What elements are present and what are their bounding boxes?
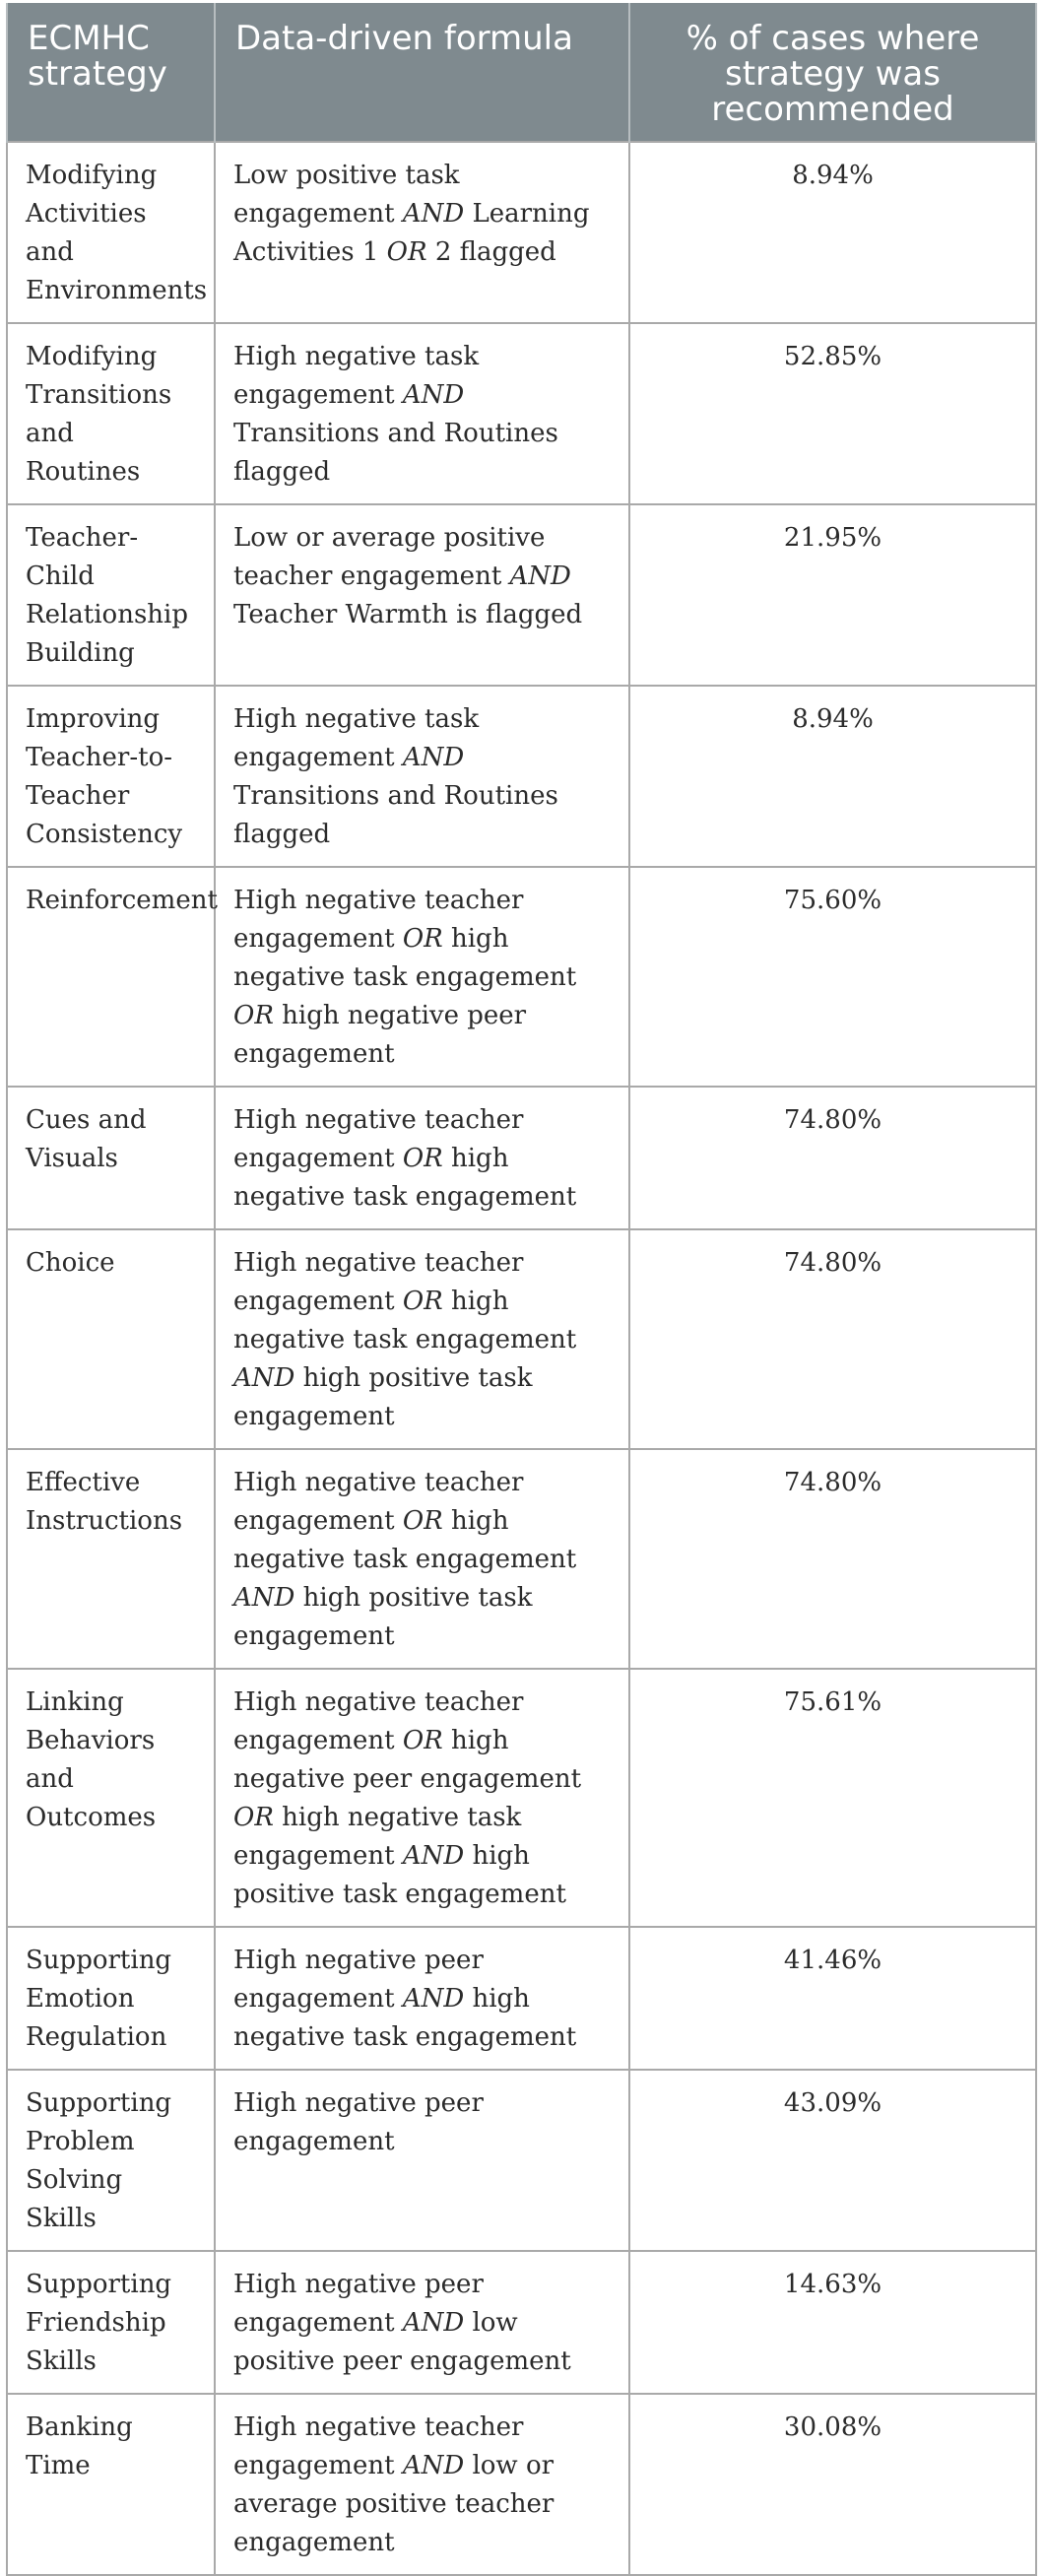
table-row <box>7 867 1036 1087</box>
formula-segment: low or average positive teacher engagement <box>233 2451 555 2557</box>
strategy-cell: Effective Instructions <box>7 1449 215 1669</box>
percent-cell: 52.85% <box>629 323 1036 504</box>
formula-segment: Transitions and Routines flagged <box>233 419 558 487</box>
table-row <box>7 142 1036 323</box>
formula-segment: High negative teacher engagement <box>233 1687 524 1755</box>
formula-text <box>233 523 582 629</box>
header-percent: % of cases where strategy was recommended <box>629 3 1036 142</box>
formula-segment: high negative task engagement <box>233 924 577 992</box>
strategy-cell: Supporting Friendship Skills <box>7 2251 215 2394</box>
formula-operator: AND <box>402 743 465 772</box>
strategy-cell: Banking Time <box>7 2394 215 2575</box>
percent-cell: 8.94% <box>629 142 1036 323</box>
formula-segment: High negative teacher engagement <box>233 1468 524 1536</box>
formula-segment: Learning Activities 1 <box>233 199 590 267</box>
formula-segment: high negative task engagement <box>233 1144 577 1212</box>
percent-cell: 74.80% <box>629 1449 1036 1669</box>
table-row <box>7 323 1036 504</box>
percent-cell: 74.80% <box>629 1087 1036 1229</box>
percent-cell: 14.63% <box>629 2251 1036 2394</box>
formula-segment: high negative task engagement <box>233 1803 522 1871</box>
table-row <box>7 1927 1036 2070</box>
formula-cell <box>215 323 629 504</box>
formula-segment: High negative task engagement <box>233 704 480 772</box>
formula-segment: high negative peer engagement <box>233 1726 582 1794</box>
table-row <box>7 1669 1036 1927</box>
formula-cell <box>215 142 629 323</box>
formula-operator: OR <box>402 1506 443 1536</box>
formula-cell <box>215 1927 629 2070</box>
strategy-cell: Supporting Problem Solving Skills <box>7 2070 215 2251</box>
formula-segment: High negative teacher engagement <box>233 2412 524 2480</box>
formula-operator: OR <box>233 1803 274 1832</box>
formula-text <box>233 342 558 487</box>
formula-operator: OR <box>386 237 427 267</box>
formula-segment: high positive task engagement <box>233 1363 533 1431</box>
percent-cell: 75.61% <box>629 1669 1036 1927</box>
formula-segment: High negative peer engagement <box>233 2088 484 2156</box>
formula-operator: OR <box>402 924 443 954</box>
table-row <box>7 504 1036 686</box>
table-row <box>7 2070 1036 2251</box>
percent-cell: 30.08% <box>629 2394 1036 2575</box>
formula-segment: Low positive task engagement <box>233 161 460 229</box>
table-row <box>7 1449 1036 1669</box>
formula-segment: High negative peer engagement <box>233 2270 484 2338</box>
formula-cell <box>215 2394 629 2575</box>
strategy-cell: Teacher-Child Relationship Building <box>7 504 215 686</box>
strategy-table <box>6 3 1037 2576</box>
strategy-cell: Improving Teacher-to-Teacher Consistency <box>7 686 215 867</box>
percent-cell: 75.60% <box>629 867 1036 1087</box>
formula-segment: High negative task engagement <box>233 342 480 410</box>
formula-segment: Teacher Warmth is flagged <box>233 600 583 629</box>
formula-operator: AND <box>402 199 465 229</box>
formula-operator: AND <box>402 1984 465 2014</box>
formula-segment: high negative task engagement <box>233 1506 577 1574</box>
formula-text <box>233 2088 484 2156</box>
formula-segment: Transitions and Routines flagged <box>233 781 558 849</box>
strategy-cell: Reinforcement <box>7 867 215 1087</box>
header-row <box>7 3 1036 142</box>
table-row <box>7 1087 1036 1229</box>
formula-cell <box>215 1087 629 1229</box>
formula-operator: AND <box>402 2308 465 2338</box>
formula-text <box>233 1248 576 1431</box>
formula-operator: AND <box>233 1583 295 1613</box>
percent-cell: 21.95% <box>629 504 1036 686</box>
header-strategy: ECMHC strategy <box>7 3 215 142</box>
table-row <box>7 1229 1036 1449</box>
percent-cell: 8.94% <box>629 686 1036 867</box>
table-body <box>7 142 1036 2575</box>
formula-text <box>233 1468 576 1651</box>
formula-operator: OR <box>233 1001 274 1030</box>
formula-segment: high positive task engagement <box>233 1583 533 1651</box>
formula-cell <box>215 867 629 1087</box>
formula-segment: high negative task engagement <box>233 1287 577 1354</box>
formula-text <box>233 161 589 267</box>
formula-segment: High negative teacher engagement <box>233 886 524 954</box>
strategy-cell: Cues and Visuals <box>7 1087 215 1229</box>
percent-cell: 74.80% <box>629 1229 1036 1449</box>
formula-cell <box>215 1229 629 1449</box>
formula-text <box>233 1687 581 1909</box>
formula-operator: OR <box>402 1287 443 1316</box>
formula-operator: AND <box>402 380 465 410</box>
formula-segment: High negative teacher engagement <box>233 1248 524 1316</box>
formula-operator: AND <box>402 1841 465 1871</box>
formula-operator: AND <box>233 1363 295 1393</box>
formula-text <box>233 1946 576 2052</box>
formula-segment: High negative peer engagement <box>233 1946 484 2014</box>
strategy-cell: Supporting Emotion Regulation <box>7 1927 215 2070</box>
formula-segment: Low or average positive teacher engagement <box>233 523 546 591</box>
formula-cell <box>215 2251 629 2394</box>
strategy-cell: Modifying Activities and Environments <box>7 142 215 323</box>
percent-cell: 43.09% <box>629 2070 1036 2251</box>
percent-cell: 41.46% <box>629 1927 1036 2070</box>
formula-text <box>233 704 558 849</box>
formula-cell <box>215 686 629 867</box>
header-formula: Data-driven formula <box>215 3 629 142</box>
formula-segment: 2 flagged <box>426 237 556 267</box>
formula-operator: AND <box>402 2451 465 2480</box>
strategy-cell: Modifying Transitions and Routines <box>7 323 215 504</box>
formula-text <box>233 2412 554 2557</box>
formula-segment: high positive task engagement <box>233 1841 566 1909</box>
formula-segment: low positive peer engagement <box>233 2308 571 2376</box>
formula-text <box>233 886 576 1069</box>
formula-cell <box>215 1669 629 1927</box>
formula-operator: OR <box>402 1726 443 1755</box>
formula-cell <box>215 2070 629 2251</box>
table-row <box>7 2251 1036 2394</box>
table-row <box>7 686 1036 867</box>
strategy-cell: Choice <box>7 1229 215 1449</box>
formula-segment: High negative teacher engagement <box>233 1105 524 1173</box>
formula-text <box>233 2270 571 2376</box>
formula-cell <box>215 1449 629 1669</box>
formula-cell <box>215 504 629 686</box>
formula-text <box>233 1105 576 1212</box>
formula-operator: OR <box>402 1144 443 1173</box>
strategy-cell: Linking Behaviors and Outcomes <box>7 1669 215 1927</box>
formula-operator: AND <box>509 561 571 591</box>
formula-segment: high negative task engagement <box>233 1984 577 2052</box>
table-header <box>7 3 1036 142</box>
table-row <box>7 2394 1036 2575</box>
formula-segment: high negative peer engagement <box>233 1001 527 1069</box>
